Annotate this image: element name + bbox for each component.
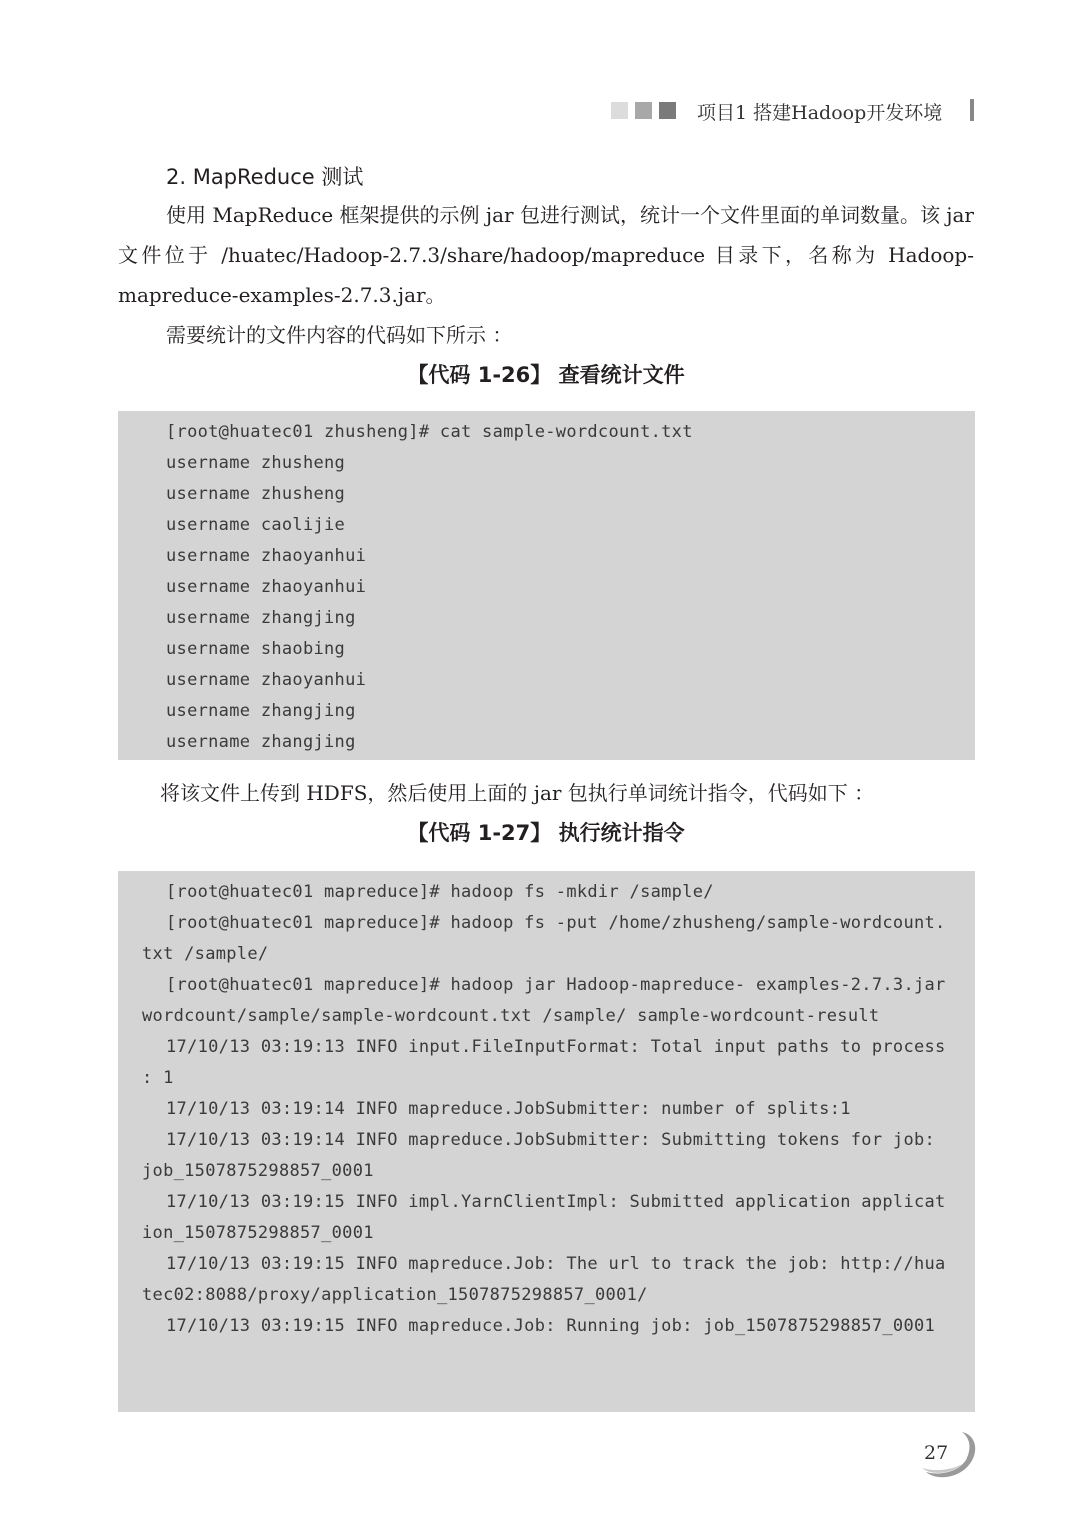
paragraph-intro: 使用 MapReduce 框架提供的示例 jar 包进行测试，统计一个文件里面的单词数量。该 jar 文件位于 /huatec/Hadoop-2.7.3/share/hadoop/mapreduce 目录下，名称为 Hadoop-mapreduce-examples-2.7.3.jar。 bbox=[118, 203, 974, 307]
decor-square-light bbox=[611, 102, 628, 119]
code-caption-1-27: 【代码 1-27】 执行统计指令 bbox=[407, 821, 685, 845]
decor-square-mid bbox=[635, 102, 652, 119]
header-bar bbox=[970, 99, 974, 121]
code-line: username shaobing bbox=[166, 639, 346, 659]
code-line: 17/10/13 03:19:15 INFO mapreduce.Job: Running job: job_1507875298857_0001 bbox=[166, 1316, 936, 1336]
code-line: username zhangjing bbox=[166, 608, 356, 628]
paragraph-upload: 将该文件上传到 HDFS，然后使用上面的 jar 包执行单词统计指令，代码如下 ： bbox=[160, 781, 875, 805]
code-block-1-26 bbox=[118, 411, 975, 760]
code-line: username zhaoyanhui bbox=[166, 546, 367, 566]
code-block-1-27 bbox=[118, 871, 975, 1412]
code-line: username caolijie bbox=[166, 515, 346, 535]
decor-square-dark bbox=[659, 102, 676, 119]
code-line: 17/10/13 03:19:13 INFO input.FileInputFormat: Total input paths to process : 1 bbox=[142, 1037, 946, 1088]
code-line: [root@huatec01 zhusheng]# cat sample-wordcount.txt bbox=[166, 422, 693, 442]
chapter-title: 项目1 搭建Hadoop开发环境 bbox=[697, 102, 943, 124]
code-line: 17/10/13 03:19:15 INFO impl.YarnClientImpl: Submitted application application_1507875298857_0001 bbox=[142, 1192, 946, 1243]
code-line: username zhaoyanhui bbox=[166, 670, 367, 690]
code-line: 17/10/13 03:19:14 INFO mapreduce.JobSubmitter: number of splits:1 bbox=[166, 1099, 851, 1119]
code-line: username zhangjing bbox=[166, 701, 356, 721]
page-number bbox=[918, 1428, 978, 1483]
code-line: [root@huatec01 mapreduce]# hadoop jar Hadoop-mapreduce- examples-2.7.3.jar wordcount/sample/sample-wordcount.txt /sample/ sample-wordcount-result bbox=[142, 975, 946, 1026]
code-line: [root@huatec01 mapreduce]# hadoop fs -mkdir /sample/ bbox=[166, 882, 714, 902]
code-line: 17/10/13 03:19:14 INFO mapreduce.JobSubmitter: Submitting tokens for job: job_1507875298857_0001 bbox=[142, 1130, 936, 1181]
code-line: username zhusheng bbox=[166, 484, 346, 504]
code-line: username zhangjing bbox=[166, 732, 356, 752]
code-line: username zhusheng bbox=[166, 453, 346, 473]
page-number-text: 27 bbox=[924, 1442, 949, 1464]
code-line: username zhaoyanhui bbox=[166, 577, 367, 597]
code-line: [root@huatec01 mapreduce]# hadoop fs -put /home/zhusheng/sample-wordcount.txt /sample/ bbox=[142, 913, 946, 964]
code-line: 17/10/13 03:19:15 INFO mapreduce.Job: The url to track the job: http://huatec02:8088/proxy/application_1507875298857_0001/ bbox=[142, 1254, 946, 1305]
running-header bbox=[0, 96, 1092, 126]
code-caption-1-26: 【代码 1-26】 查看统计文件 bbox=[407, 363, 685, 387]
paragraph-code-intro: 需要统计的文件内容的代码如下所示 ： bbox=[166, 323, 513, 347]
section-title: 2. MapReduce 测试 bbox=[166, 165, 364, 189]
